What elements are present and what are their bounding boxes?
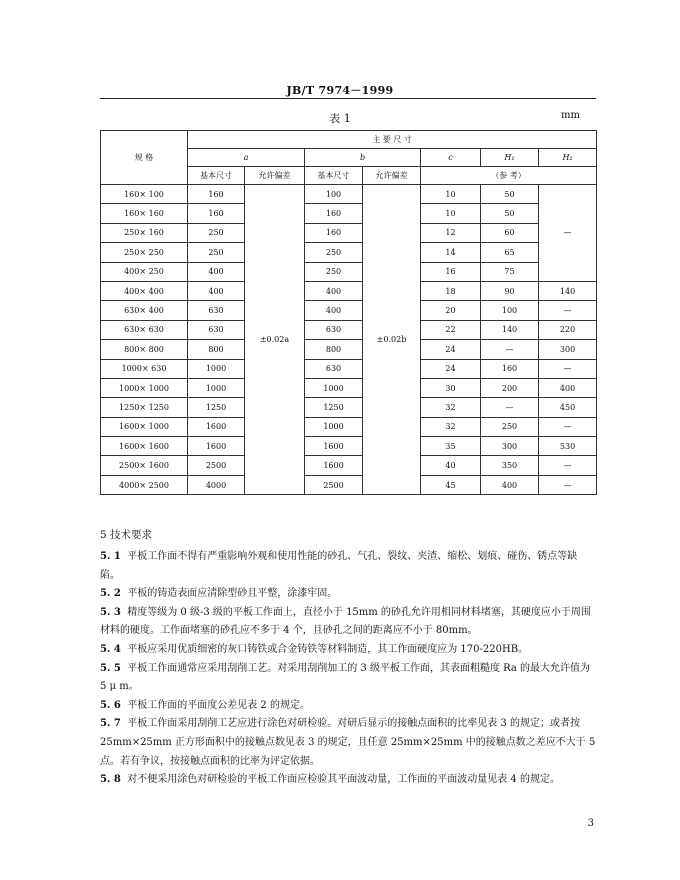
cell-spec: 1000× 630 [101,359,188,378]
cell-b: 160 [305,204,363,223]
cell-spec: 250× 250 [101,243,188,262]
cell-a: 1600 [188,437,245,456]
head-reference: （参 考） [421,167,597,185]
standard-code-header: JB/T 7974－1999 [286,84,394,97]
head-basic-a: 基本尺寸 [188,167,245,185]
cell-b: 250 [305,262,363,281]
cell-spec: 1600× 1600 [101,437,188,456]
cell-h1: 300 [481,437,539,456]
clause [100,771,596,790]
clause [100,697,596,716]
cell-c: 35 [421,437,481,456]
cell-spec: 2500× 1600 [101,456,188,475]
cell-c: 32 [421,398,481,417]
clause-number: 5. 2 [100,588,121,600]
cell-a: 2500 [188,456,245,475]
clause-text: 平板应采用优质细密的灰口铸铁或合金铸铁等材料制造，其工作面硬度应为 170-220HB。 [127,643,529,655]
clause-number: 5. 8 [100,774,121,786]
cell-h2: 220 [539,320,597,339]
cell-b: 400 [305,281,363,300]
table-caption: 表 1 [329,112,351,125]
cell-spec: 160× 100 [101,185,188,204]
cell-h1: — [481,340,539,359]
cell-c: 24 [421,340,481,359]
cell-b: 1600 [305,437,363,456]
clause-text: 平板工作面不得有严重影响外观和使用性能的砂孔、气孔、裂纹、夹渣、缩松、划痕、碰伤、锈点等缺陷。 [100,551,578,581]
cell-h2: 450 [539,398,597,417]
page-number: 3 [587,818,594,829]
clause-number: 5. 6 [100,699,121,711]
table-row [101,378,597,397]
table-row [101,340,597,359]
cell-h1: 160 [481,359,539,378]
cell-h2: 530 [539,437,597,456]
cell-a: 1600 [188,417,245,436]
cell-h2: — [539,475,597,494]
cell-b: 1000 [305,378,363,397]
cell-spec: 4000× 2500 [101,475,188,494]
cell-c: 12 [421,223,481,242]
clause-number: 5. 4 [100,643,121,655]
cell-spec: 630× 630 [101,320,188,339]
head-tol-a: 允许偏差 [245,167,305,185]
cell-spec: 1000× 1000 [101,378,188,397]
cell-a: 630 [188,301,245,320]
cell-h1: 100 [481,301,539,320]
cell-b: 630 [305,320,363,339]
dimension-table [100,130,597,495]
table-row [101,243,597,262]
cell-a: 1250 [188,398,245,417]
head-c: c [421,149,481,167]
clause-text: 平板工作面通常应采用刮削工艺。对采用刮削加工的 3 级平板工作面，其表面粗糙度 Ra 的最大允许值为 5 μ m。 [100,662,591,693]
cell-h1: 50 [481,185,539,204]
cell-c: 10 [421,204,481,223]
cell-h1: 400 [481,475,539,494]
cell-b: 250 [305,243,363,262]
table-row [101,281,597,300]
cell-b: 630 [305,359,363,378]
table-row [101,223,597,242]
clause-text: 平板工作面采用刮削工艺应进行涂色对研检验。对研后显示的接触点面积的比率见表 3 的规定；或者按 25mm×25mm 正方形面积中的接触点数见表 3 的规定，且任意 25mm×25mm 中的接触点数之差应不大于 5 点。若有争议，按接触点面积的比率为评定依据。 [100,718,596,767]
cell-c: 16 [421,262,481,281]
table-row [101,359,597,378]
cell-tol-a: ±0.02a [245,185,305,495]
cell-a: 250 [188,243,245,262]
table-row [101,398,597,417]
cell-h1: 50 [481,204,539,223]
cell-a: 800 [188,340,245,359]
clause [100,548,596,585]
cell-a: 1000 [188,359,245,378]
cell-c: 20 [421,301,481,320]
cell-h1: 90 [481,281,539,300]
head-spec: 规 格 [101,131,188,185]
cell-c: 22 [421,320,481,339]
cell-a: 4000 [188,475,245,494]
head-b: b [305,149,421,167]
table-row [101,437,597,456]
cell-b: 400 [305,301,363,320]
cell-c: 14 [421,243,481,262]
cell-spec: 800× 800 [101,340,188,359]
cell-h2: — [539,359,597,378]
clause [100,604,596,641]
cell-spec: 630× 400 [101,301,188,320]
cell-c: 45 [421,475,481,494]
cell-b: 1000 [305,417,363,436]
cell-h1: — [481,398,539,417]
table-row [101,456,597,475]
table-row [101,185,597,204]
table-row [101,320,597,339]
cell-h1: 75 [481,262,539,281]
section-title: 5 技术要求 [100,529,153,541]
cell-h1: 140 [481,320,539,339]
cell-a: 400 [188,281,245,300]
cell-c: 32 [421,417,481,436]
clause-number: 5. 5 [100,662,121,674]
cell-spec: 400× 250 [101,262,188,281]
header-rule [100,98,596,99]
cell-h2: 140 [539,281,597,300]
cell-spec: 400× 400 [101,281,188,300]
cell-tol-b: ±0.02b [363,185,421,495]
cell-h2: — [539,301,597,320]
cell-spec: 1250× 1250 [101,398,188,417]
cell-h1: 350 [481,456,539,475]
cell-c: 10 [421,185,481,204]
clause [100,660,596,697]
head-h1: H₁ [481,149,539,167]
cell-h1: 65 [481,243,539,262]
clause-text: 平板的铸造表面应清除型砂且平整，涂漆牢固。 [127,588,338,600]
cell-a: 160 [188,204,245,223]
cell-a: 160 [188,185,245,204]
clause-number: 5. 1 [100,551,121,562]
clause [100,715,596,771]
cell-a: 1000 [188,378,245,397]
clause-text: 精度等级为 0 级-3 级的平板工作面上，直径小于 15mm 的砂孔允许用相同材料堵塞，其硬度应小于周围材料的硬度。工作面堵塞的砂孔应不多于 4 个，且砂孔之间的距离应不小于 80mm。 [100,606,591,637]
head-basic-b: 基本尺寸 [305,167,363,185]
cell-spec: 160× 160 [101,204,188,223]
cell-h2: — [539,417,597,436]
cell-c: 18 [421,281,481,300]
head-tol-b: 允许偏差 [363,167,421,185]
clauses-body [100,548,596,790]
cell-spec: 250× 160 [101,223,188,242]
cell-b: 1600 [305,456,363,475]
cell-h2: 300 [539,340,597,359]
cell-spec: 1600× 1000 [101,417,188,436]
table-row [101,475,597,494]
cell-b: 1250 [305,398,363,417]
table-row [101,262,597,281]
clause-number: 5. 7 [100,718,121,730]
clause [100,585,596,604]
clause-number: 5. 3 [100,606,121,618]
cell-h1: 60 [481,223,539,242]
table-row [101,301,597,320]
head-a: a [188,149,305,167]
cell-b: 2500 [305,475,363,494]
head-h2: H₂ [539,149,597,167]
cell-c: 40 [421,456,481,475]
cell-a: 250 [188,223,245,242]
cell-h2-group: — [539,185,597,282]
clause-text: 对不便采用涂色对研检验的平板工作面应检验其平面波动量，工作面的平面波动量见表 4 的规定。 [127,774,560,786]
clause-text: 平板工作面的平面度公差见表 2 的规定。 [127,699,310,711]
cell-h2: 400 [539,378,597,397]
clause [100,641,596,660]
cell-h2: — [539,456,597,475]
table-unit: mm [561,110,580,121]
cell-h1: 250 [481,417,539,436]
cell-b: 800 [305,340,363,359]
cell-b: 160 [305,223,363,242]
cell-h1: 200 [481,378,539,397]
table-row [101,204,597,223]
cell-c: 24 [421,359,481,378]
head-main: 主 要 尺 寸 [188,131,597,149]
cell-a: 400 [188,262,245,281]
cell-b: 100 [305,185,363,204]
cell-c: 30 [421,378,481,397]
table-row [101,417,597,436]
cell-a: 630 [188,320,245,339]
